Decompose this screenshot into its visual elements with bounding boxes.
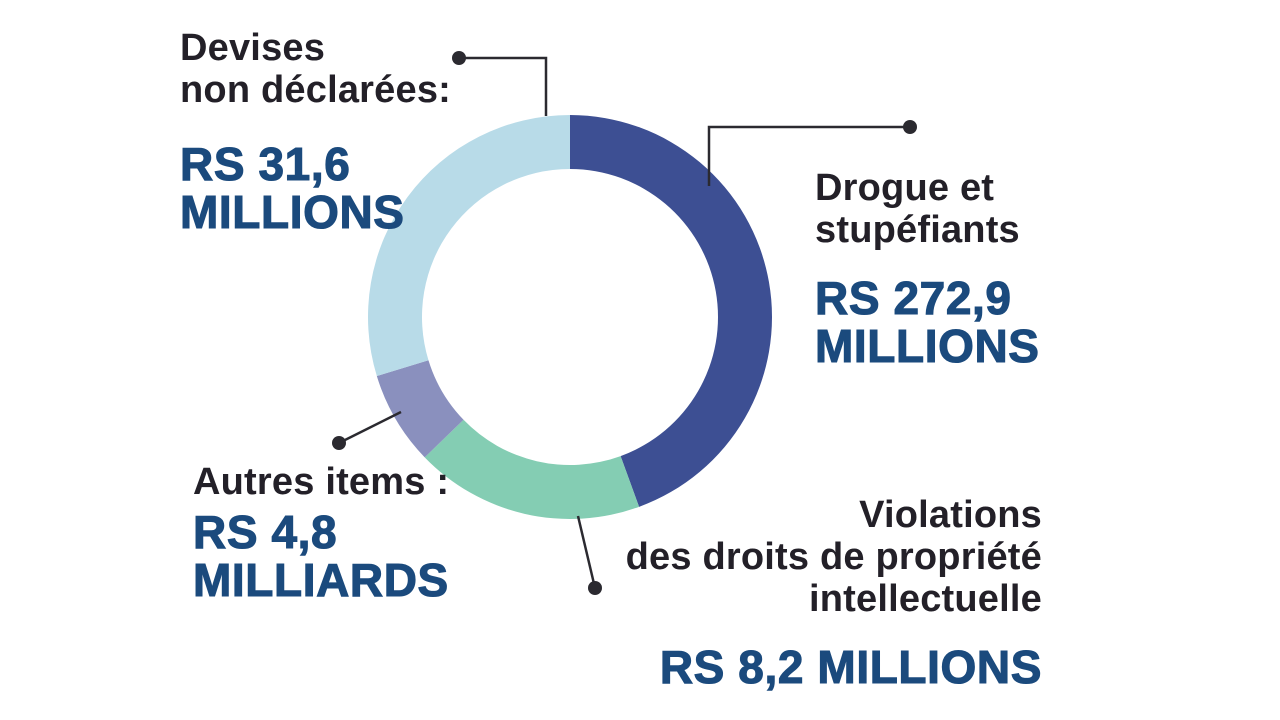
value-autres-items: [193, 508, 449, 604]
connector-line-violations: [578, 516, 595, 588]
value-line: RS 8,2 MILLIONS: [659, 641, 1042, 693]
connector-line-autres: [339, 412, 401, 443]
value-devises-non-declarees: [180, 140, 405, 236]
label-line: Autres items :: [193, 461, 450, 503]
label-drogue-et-stupefiants: [815, 167, 1020, 251]
value-violations-propriete-intellectuelle: [660, 643, 1042, 691]
label-line: intellectuelle: [809, 578, 1042, 620]
label-line: Drogue et: [815, 167, 995, 209]
connector-dot-autres: [332, 436, 346, 450]
value-line: MILLIARDS: [193, 554, 449, 606]
label-line: non déclarées:: [180, 69, 452, 111]
label-line: Violations: [859, 494, 1042, 536]
label-line: Devises: [180, 27, 326, 69]
value-line: MILLIONS: [180, 186, 405, 238]
donut-segment-violations-propriete-intellectuelle: [425, 420, 639, 519]
value-drogue-et-stupefiants: [815, 274, 1040, 370]
value-line: MILLIONS: [815, 320, 1040, 372]
connector-line-devises: [459, 58, 546, 116]
label-line: stupéfiants: [815, 209, 1020, 251]
value-line: RS 4,8: [193, 506, 338, 558]
connector-dot-devises: [452, 51, 466, 65]
donut-segment-drogue-et-stupefiants: [570, 115, 772, 507]
connector-dot-violations: [588, 581, 602, 595]
label-devises-non-declarees: [180, 27, 451, 111]
label-line: des droits de propriété: [625, 536, 1042, 578]
value-line: RS 272,9: [815, 272, 1012, 324]
label-autres-items: [193, 461, 449, 503]
connector-dot-drogue: [903, 120, 917, 134]
value-line: RS 31,6: [180, 138, 351, 190]
label-violations-propriete-intellectuelle: [626, 494, 1042, 620]
